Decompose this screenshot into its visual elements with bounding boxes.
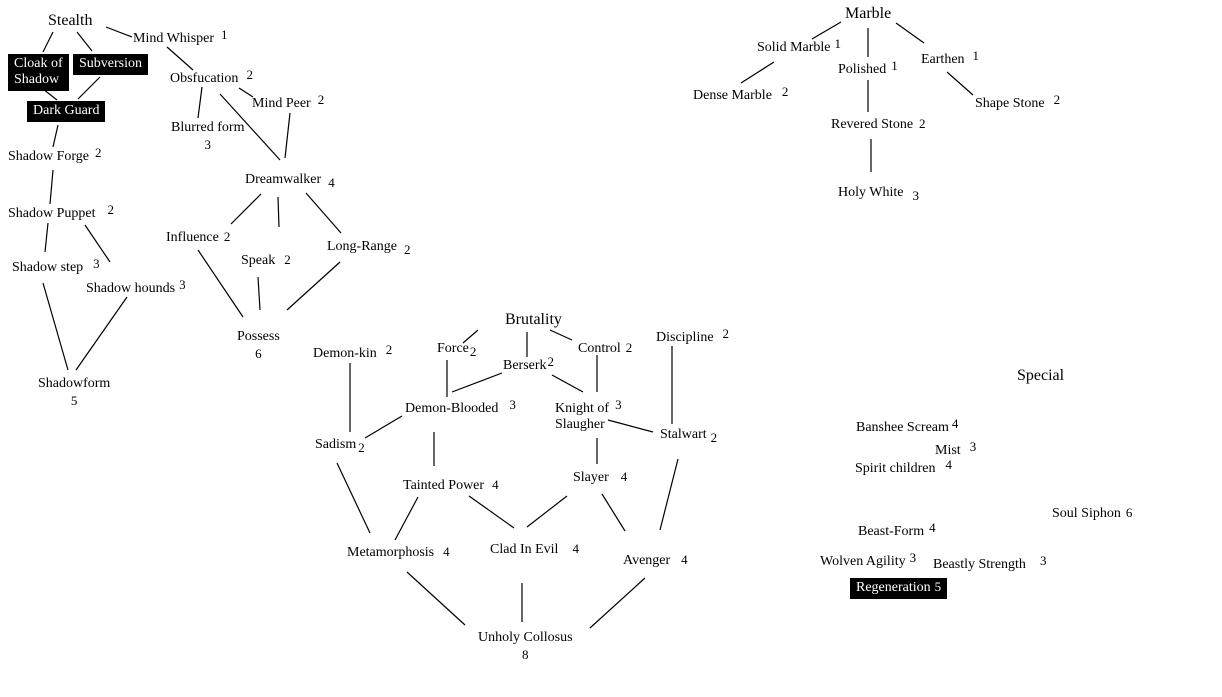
skill-node-spirit-children [855,457,952,477]
node-label: Dreamwalker [245,172,322,187]
node-rank-value: 1 [972,48,980,63]
skill-node-long-range [327,239,410,255]
skill-node-unholy-collosus [478,630,573,663]
node-label: Shadow Forge [8,149,90,164]
node-label: Polished [838,62,887,77]
skill-node-dark-guard [27,101,105,122]
tree-title-special: Special [1017,367,1065,384]
node-label: Slayer [573,470,609,485]
node-rank-value: 4 [951,416,959,431]
skill-node-avenger [623,553,688,569]
node-rank-value: 2 [284,252,291,267]
node-rank-value: 6 [255,345,262,361]
skill-node-shadow-forge [8,145,102,165]
node-rank-value: 2 [710,430,718,445]
node-rank-value: 2 [781,84,789,99]
node-label: Mind Peer [252,96,311,111]
node-label: Earthen [921,52,965,67]
node-rank-value: 2 [223,229,231,244]
node-label: Metamorphosis [347,545,435,560]
skill-node-control [578,341,632,357]
skill-node-shadow-step [12,256,100,276]
node-rank-value: 2 [625,340,633,355]
node-label: Force [437,341,469,356]
skill-node-tainted-power [403,478,499,494]
node-label: Influence [166,230,219,245]
node-label-line: Knight of [555,401,610,416]
node-rank-value: 4 [572,541,579,556]
node-label: Mind Whisper [133,31,215,46]
skill-node-regeneration [850,578,947,599]
skill-node-possess [237,329,280,362]
node-label: Shadow Puppet [8,206,96,221]
skill-node-beast-form [858,520,936,540]
node-rank-value: 4 [929,520,936,535]
skill-node-knight-of-slaugher [555,397,622,433]
node-label: Demon-Blooded [405,401,499,416]
node-rank-value: 2 [385,342,393,357]
skill-node-shadowform [38,376,110,409]
node-label: Shadow step [12,260,84,275]
node-rank-value: 5 [70,392,78,408]
node-label: Holy White [838,185,904,200]
node-label: Demon-kin [313,346,377,361]
skill-node-discipline [656,326,730,346]
node-label: Clad In Evil [490,542,559,557]
tree-title-stealth: Stealth [48,12,93,29]
node-rank-value: 2 [403,242,411,257]
node-rank-value: 4 [443,544,450,559]
skill-node-dense-marble [693,84,789,104]
node-label: Subversion [79,56,142,71]
node-label: Discipline [656,330,714,345]
node-rank-value: 1 [891,58,898,73]
node-label: Beastly Strength [933,557,1026,572]
skill-node-influence [166,230,230,246]
skill-node-sadism [315,437,365,453]
skill-node-demon-blooded [405,397,516,417]
skill-node-shape-stone [975,92,1061,112]
node-rank-value: 2 [919,116,926,131]
skill-node-metamorphosis [347,545,450,561]
node-label-line: Cloak of [14,56,63,71]
node-rank-value: 3 [93,256,100,271]
node-label: Blurred form [171,120,245,135]
node-rank-value: 6 [1125,505,1133,520]
node-label: Shape Stone [975,96,1045,111]
node-label: Stalwart [660,427,707,442]
node-label: Revered Stone [831,117,914,132]
skill-node-mist [935,439,977,459]
node-rank-value: 2 [317,92,325,107]
node-rank-value: 3 [509,397,516,412]
tree-title-marble: Marble [845,5,892,22]
skill-node-mind-peer [252,92,325,112]
node-label: Shadow hounds [86,281,176,296]
tree-title-brutality: Brutality [505,311,562,328]
skill-node-earthen [921,48,980,68]
skill-node-speak [241,253,291,269]
node-rank-value: 2 [547,354,555,369]
node-label: Solid Marble [757,40,831,55]
node-label: Spirit children [855,461,936,476]
node-label: Banshee Scream [856,420,949,435]
node-rank-value: 2 [246,67,253,82]
node-rank-value: 4 [681,552,688,567]
node-rank-value: 2 [107,202,114,217]
node-label-line: Shadow [14,71,60,87]
node-rank-value: 3 [1039,553,1047,568]
skill-node-wolven-agility [820,550,917,570]
skill-node-polished [838,58,898,78]
node-rank-value: 1 [834,36,841,51]
node-rank-value: 4 [328,175,335,190]
node-label: Long-Range [327,239,397,254]
node-rank-value: 2 [469,344,477,359]
node-rank-value: 4 [492,477,499,492]
node-rank-value: 2 [95,145,102,160]
node-label: Mist [935,443,961,458]
node-rank-value: 4 [945,457,952,472]
skill-node-cloak-of-shadow [8,54,69,91]
skill-node-clad-in-evil [490,542,579,558]
node-rank-value: 8 [522,646,529,662]
node-rank-value: 4 [620,469,628,484]
node-rank-value: 2 [358,440,365,455]
node-label: Possess [237,329,280,344]
node-rank-value: 3 [912,188,919,203]
skill-node-slayer [573,470,627,486]
node-rank-value: 3 [909,550,917,565]
skill-node-beastly-strength [933,553,1047,573]
skill-node-revered-stone [831,117,926,133]
skill-node-berserk [503,354,555,374]
skill-node-subversion [73,54,148,75]
skill-node-force [437,341,476,357]
skill-node-mind-whisper [133,27,228,47]
node-label: Control [578,341,621,356]
skill-node-shadow-hounds [86,277,186,297]
skill-node-obsfucation [170,67,253,87]
node-rank-value: 3 [615,397,622,412]
node-label: Obsfucation [170,71,239,86]
node-label: Soul Siphon [1052,506,1121,521]
node-rank-value: 1 [221,27,228,42]
skill-node-dreamwalker [245,172,335,188]
node-label: Shadowform [38,376,111,391]
node-label-line: Slaugher [555,416,605,432]
node-label: Wolven Agility [820,554,906,569]
node-label: Beast-Form [858,524,925,539]
skill-node-stalwart [660,427,717,443]
node-rank-value: 3 [969,439,977,454]
node-rank-value: 2 [1053,92,1061,107]
skill-node-holy-white [838,185,919,201]
node-rank-value: 5 [934,579,942,594]
node-label: Tainted Power [403,478,485,493]
node-label: Dense Marble [693,88,772,103]
skill-node-shadow-puppet [8,202,114,222]
skill-node-solid-marble [757,36,841,56]
skill-node-blurred-form [171,120,244,153]
node-label: Berserk [503,358,547,373]
node-label: Unholy Collosus [478,630,573,645]
node-label: Regeneration [856,580,931,595]
skill-node-banshee-scream [856,416,959,436]
node-label: Speak [241,253,276,268]
skill-node-soul-siphon [1052,506,1132,522]
node-rank-value: 2 [722,326,730,341]
node-label: Dark Guard [33,103,100,118]
skill-node-demon-kin [313,342,393,362]
node-rank-value: 3 [204,136,211,152]
node-label: Avenger [623,553,671,568]
node-label: Sadism [315,437,357,452]
node-rank-value: 3 [179,277,186,292]
